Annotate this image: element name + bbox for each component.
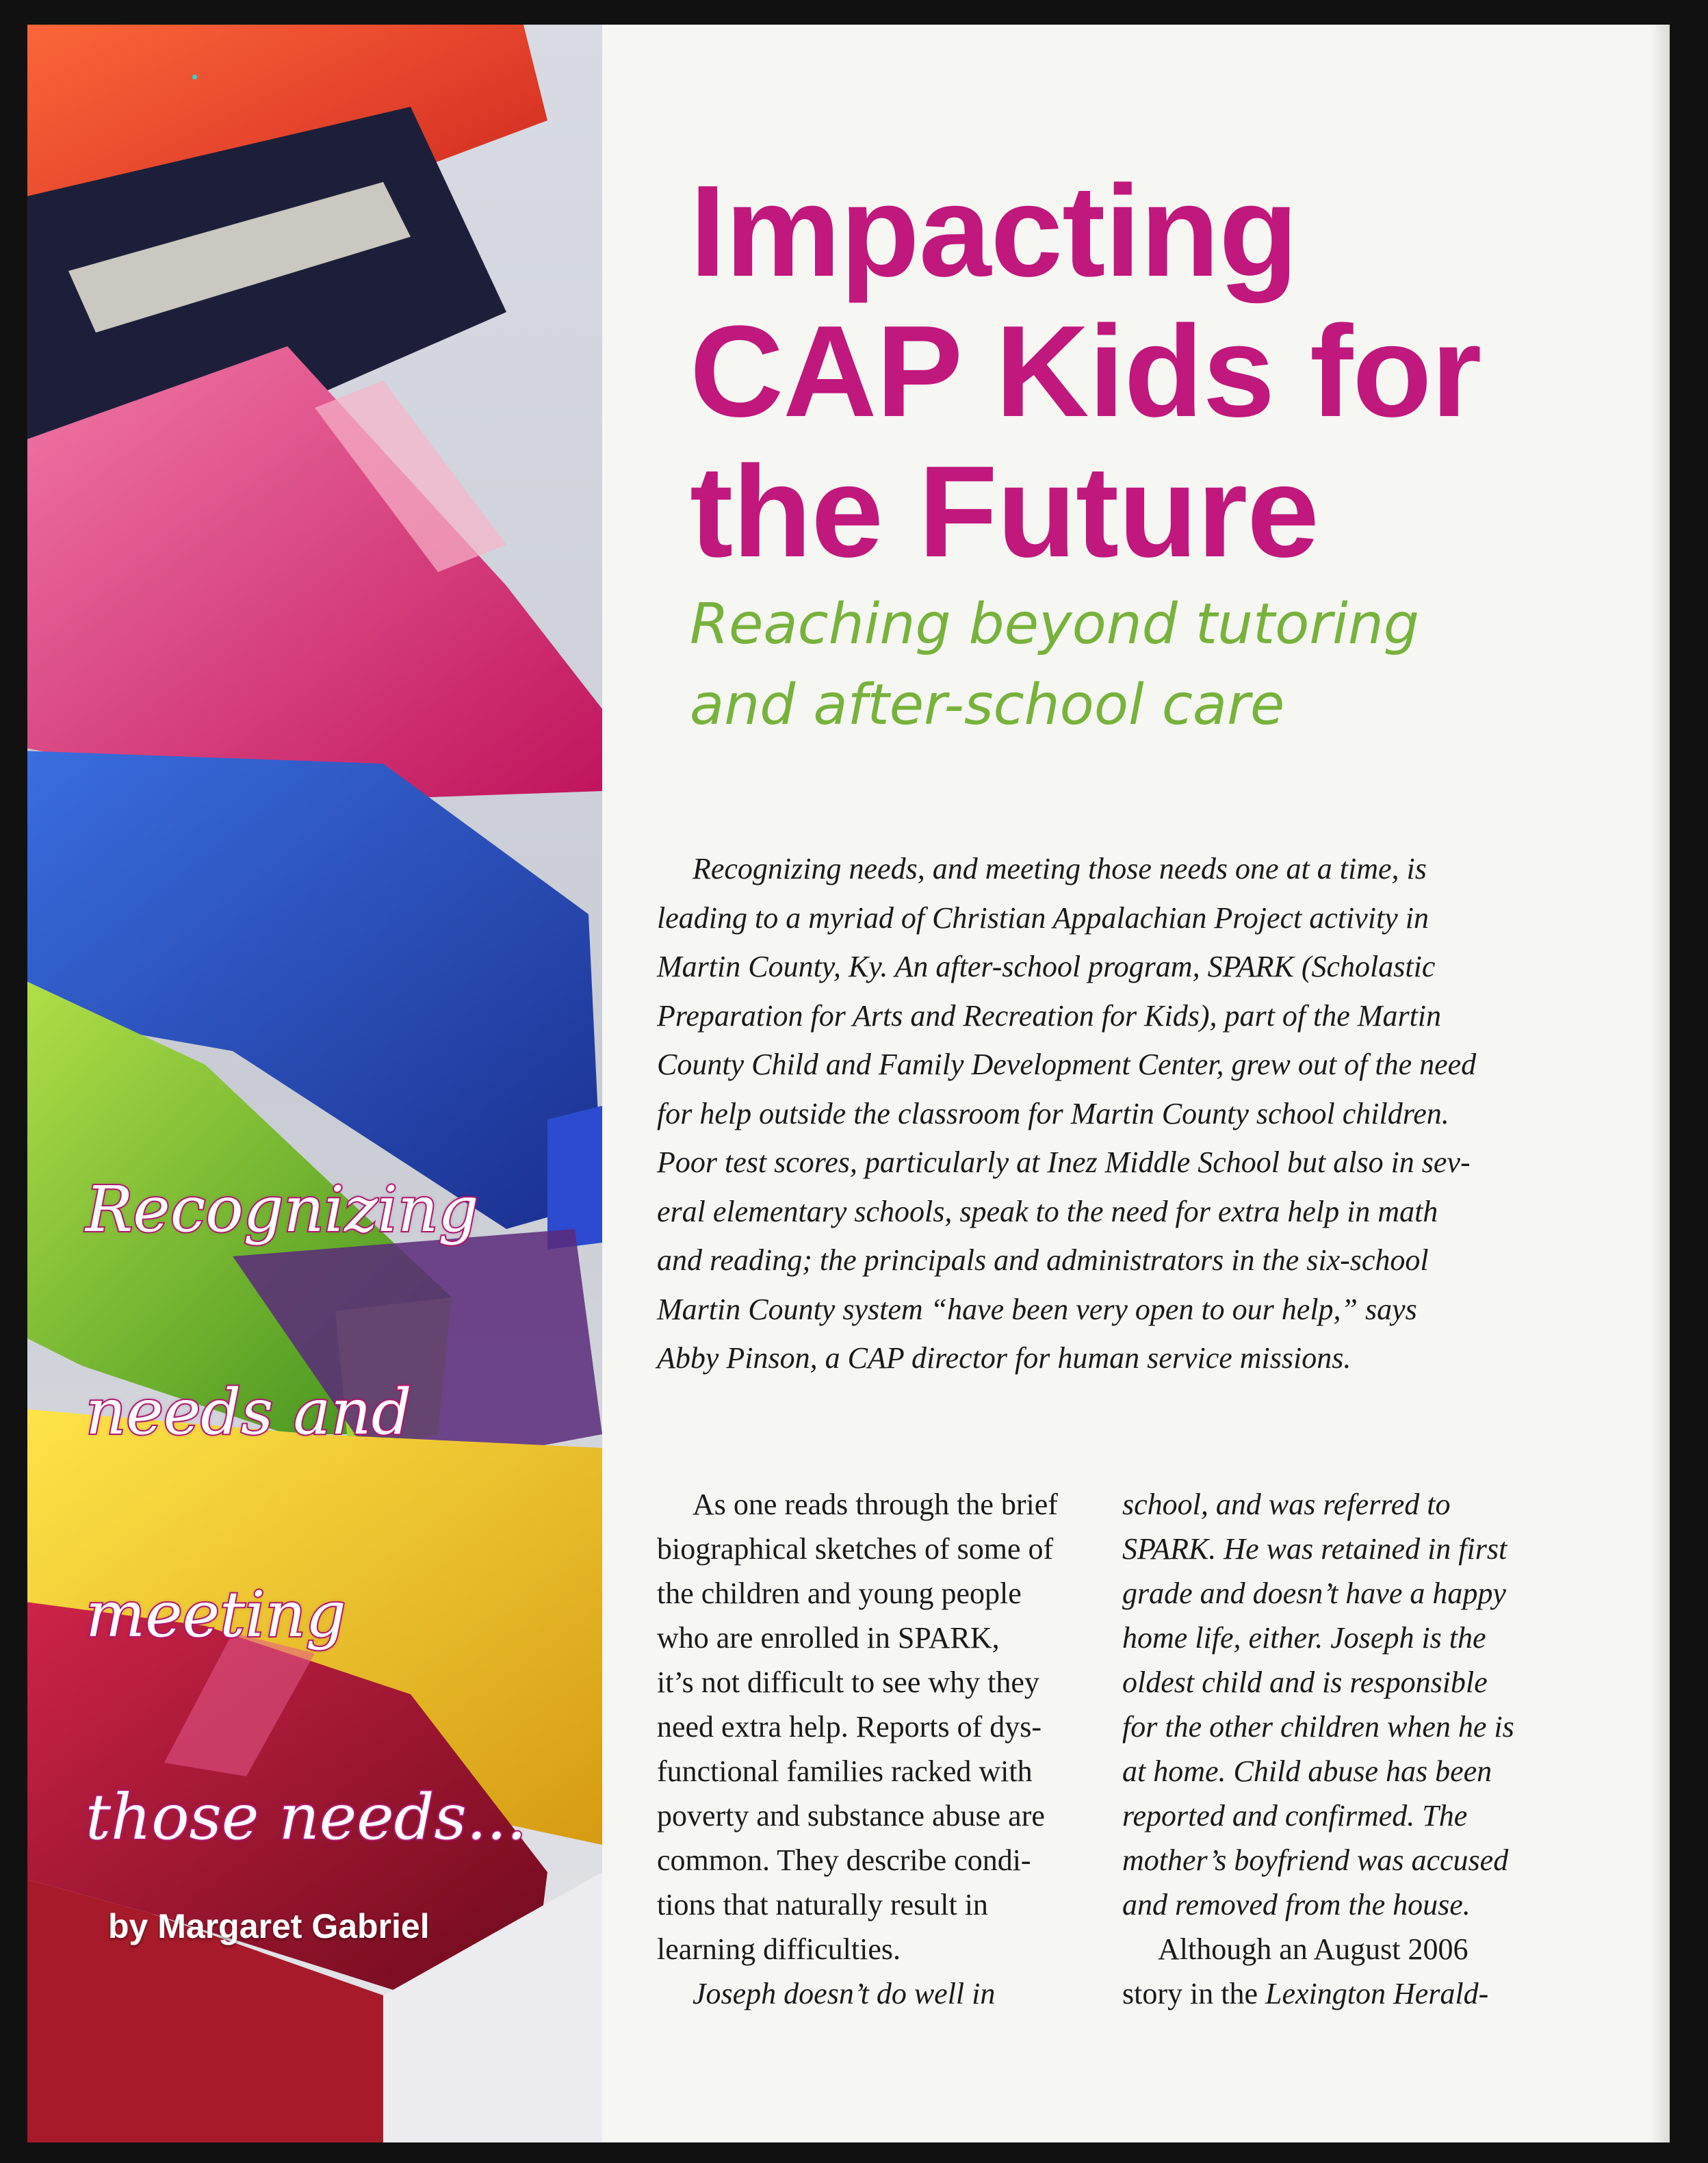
body-line: poverty and substance abuse are [657,1799,1045,1832]
cyan-speck [192,75,197,79]
body-line: need extra help. Reports of dys- [657,1710,1042,1744]
body-line: at home. Child abuse has been [1122,1754,1492,1788]
body-line [1122,1971,1560,2016]
intro-line: Preparation for Arts and Recreation for Kids), part of the Martin [657,998,1442,1033]
intro-line: County Child and Family Development Center, grew out of the need [657,1048,1477,1081]
crayons-photo [27,25,602,2142]
article-title [690,161,1634,582]
body-line: As one reads through the brief [693,1488,1058,1521]
body-line: common. They describe condi- [657,1843,1031,1877]
page-gutter-shadow [1651,25,1670,2142]
body-line: grade and doesn’t have a happy [1122,1577,1506,1610]
intro-line: Abby Pinson, a CAP director for human service missions. [657,1341,1351,1375]
body-line: mother’s boyfriend was accused [1122,1843,1509,1877]
intro-line: Recognizing needs, and meeting those needs one at a time, is [693,852,1427,885]
body-line: reported and confirmed. The [1122,1799,1468,1832]
magazine-page [27,25,1670,2142]
body-line: and removed from the house. [1122,1888,1471,1921]
body-line: oldest child and is responsible [1122,1666,1488,1699]
subtitle-line: and after-school care [690,673,1285,738]
body-line: for the other children when he is [1122,1710,1514,1744]
body-line: biographical sketches of some of [657,1532,1054,1566]
title-line: Impacting [690,159,1298,304]
intro-line: Martin County system “have been very open to our help,” says [657,1292,1417,1326]
subtitle-line: Reaching beyond tutoring [690,592,1419,657]
byline: by Margaret Gabriel [108,1907,430,1945]
body-line: tions that naturally result in [657,1888,988,1921]
intro-line: and reading; the principals and administrators in the six-school [657,1243,1429,1277]
intro-line: leading to a myriad of Christian Appalachian Project activity in [657,901,1429,935]
body-line: who are enrolled in SPARK, [657,1621,1000,1655]
body-line: SPARK. He was retained in first [1122,1532,1508,1566]
pull-quote-line: Recognizing [86,1173,479,1246]
title-line: CAP Kids for [690,299,1481,444]
body-column-left [657,1482,1081,2016]
intro-paragraph [657,844,1560,1383]
body-line: school, and was referred to [1122,1488,1451,1521]
body-text: story in the [1122,1977,1265,2010]
body-line: home life, either. Joseph is the [1122,1621,1486,1655]
intro-line: eral elementary schools, speak to the need for extra help in math [657,1194,1438,1228]
body-line: functional families racked with [657,1754,1033,1788]
pull-quote-line: those needs... [86,1780,527,1854]
body-column-right [1122,1482,1560,2016]
pull-quote-line: needs and [86,1375,412,1449]
pull-quote [86,1058,602,1969]
newspaper-name: Lexington Herald- [1265,1977,1489,2010]
intro-line: Poor test scores, particularly at Inez Middle School but also in sev- [657,1145,1471,1179]
body-line: Joseph doesn’t do well in [693,1977,996,2010]
body-line: Although an August 2006 [1158,1932,1468,1966]
body-line: it’s not difficult to see why they [657,1666,1039,1699]
intro-line: Martin County, Ky. An after-school program, SPARK (Scholastic [657,950,1436,983]
article-subtitle [690,584,1579,746]
title-line: the Future [690,439,1319,584]
intro-line: for help outside the classroom for Martin County school children. [657,1096,1449,1130]
body-line: learning difficulties. [657,1932,901,1966]
body-line: the children and young people [657,1577,1022,1610]
pull-quote-line: meeting [86,1578,346,1651]
